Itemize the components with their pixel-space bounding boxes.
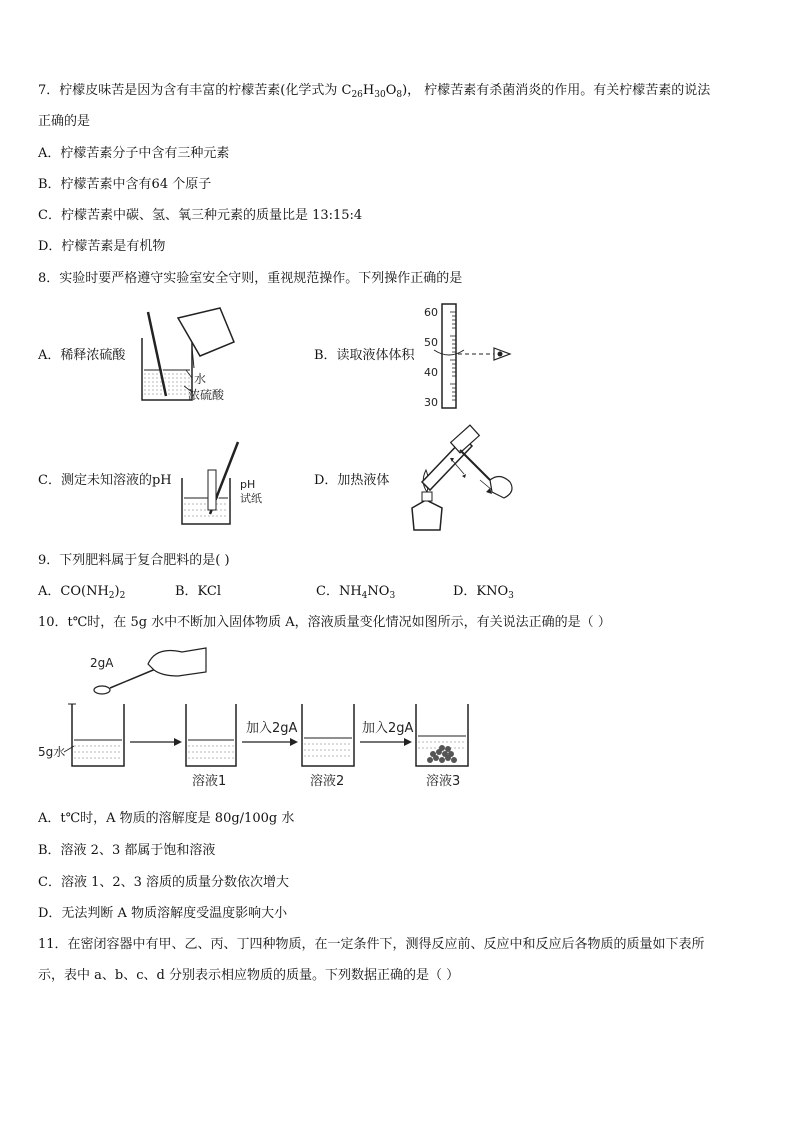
q10-stem: 10．t℃时，在 5g 水中不断加入固体物质 A，溶液质量变化情况如图所示，有关说法正确的是（ ） (38, 615, 611, 630)
label-solution-1: 溶液1 (192, 774, 227, 789)
q7-stem-line1: 7．柠檬皮味苦是因为含有丰富的柠檬苦素(化学式为 $C_{26}H_{30}O_8$)， 柠檬苦素有杀菌消炎的作用。有关柠檬苦素的说法 (38, 83, 711, 100)
figure-measure-ph (178, 440, 278, 526)
q11-stem-line2: 示，表中 a、b、c、d 分别表示相应物质的质量。下列数据正确的是（ ） (38, 968, 460, 983)
q7-option-a: A．柠檬苦素分子中含有三种元素 (38, 146, 230, 161)
label-water: 水 (194, 372, 207, 386)
q7-option-c: C．柠檬苦素中碳、氢、氧三种元素的质量比是 13:15:4 (38, 208, 363, 223)
q9-option-c: C．$NH_4NO_3$ (316, 584, 396, 601)
q8-stem: 8．实验时要严格遵守实验室安全守则，重视规范操作。下列操作正确的是 (38, 271, 463, 286)
figure-heat-liquid (392, 430, 520, 538)
q8-option-a: A．稀释浓硫酸 (38, 348, 126, 363)
q8-option-d: D．加热液体 (314, 473, 390, 488)
q8-option-c: C．测定未知溶液的pH (38, 473, 172, 488)
label-solution-3: 溶液3 (426, 774, 461, 789)
svg-text:pH: pH (240, 478, 256, 491)
q10-option-c: C．溶液 1、2、3 溶质的质量分数依次增大 (38, 875, 290, 890)
label-2ga-spoon: 2gA (90, 656, 114, 670)
svg-text:试纸: 试纸 (240, 492, 262, 505)
q7-option-b: B．柠檬苦素中含有64 个原子 (38, 177, 212, 192)
q8-option-b: B．读取液体体积 (314, 348, 415, 363)
svg-text:40: 40 (424, 366, 438, 379)
label-5g-water: 5g水 (38, 745, 66, 759)
figure-dilute-acid (136, 308, 256, 408)
q11-stem-line1: 11．在密闭容器中有甲、乙、丙、丁四种物质，在一定条件下，测得反应前、反应中和反应后各物质的质量如下表所 (38, 937, 705, 952)
svg-text:50: 50 (424, 336, 438, 349)
q7-option-d: D．柠檬苦素是有机物 (38, 239, 166, 254)
q10-option-a: A．t℃时，A 物质的溶解度是 80g/100g 水 (38, 811, 295, 826)
figure-dissolution-process (38, 640, 478, 800)
label-add-2ga-1: 加入2gA (246, 721, 298, 736)
q9-option-a: A．$CO(NH_2)_2$ (38, 584, 126, 601)
label-add-2ga-2: 加入2gA (362, 721, 414, 736)
q10-option-d: D．无法判断 A 物质溶解度受温度影响大小 (38, 906, 288, 921)
q9-stem: 9．下列肥料属于复合肥料的是( ) (38, 553, 230, 568)
label-conc-acid: 浓硫酸 (188, 388, 225, 402)
q7-stem-line2: 正确的是 (38, 114, 91, 129)
q9-option-b: B．KCl (175, 584, 222, 599)
svg-text:30: 30 (424, 396, 438, 409)
svg-text:60: 60 (424, 306, 438, 319)
figure-read-volume (420, 302, 520, 410)
q9-option-d: D．$KNO_3$ (453, 584, 514, 601)
q10-option-b: B．溶液 2、3 都属于饱和溶液 (38, 843, 216, 858)
label-solution-2: 溶液2 (310, 774, 345, 789)
